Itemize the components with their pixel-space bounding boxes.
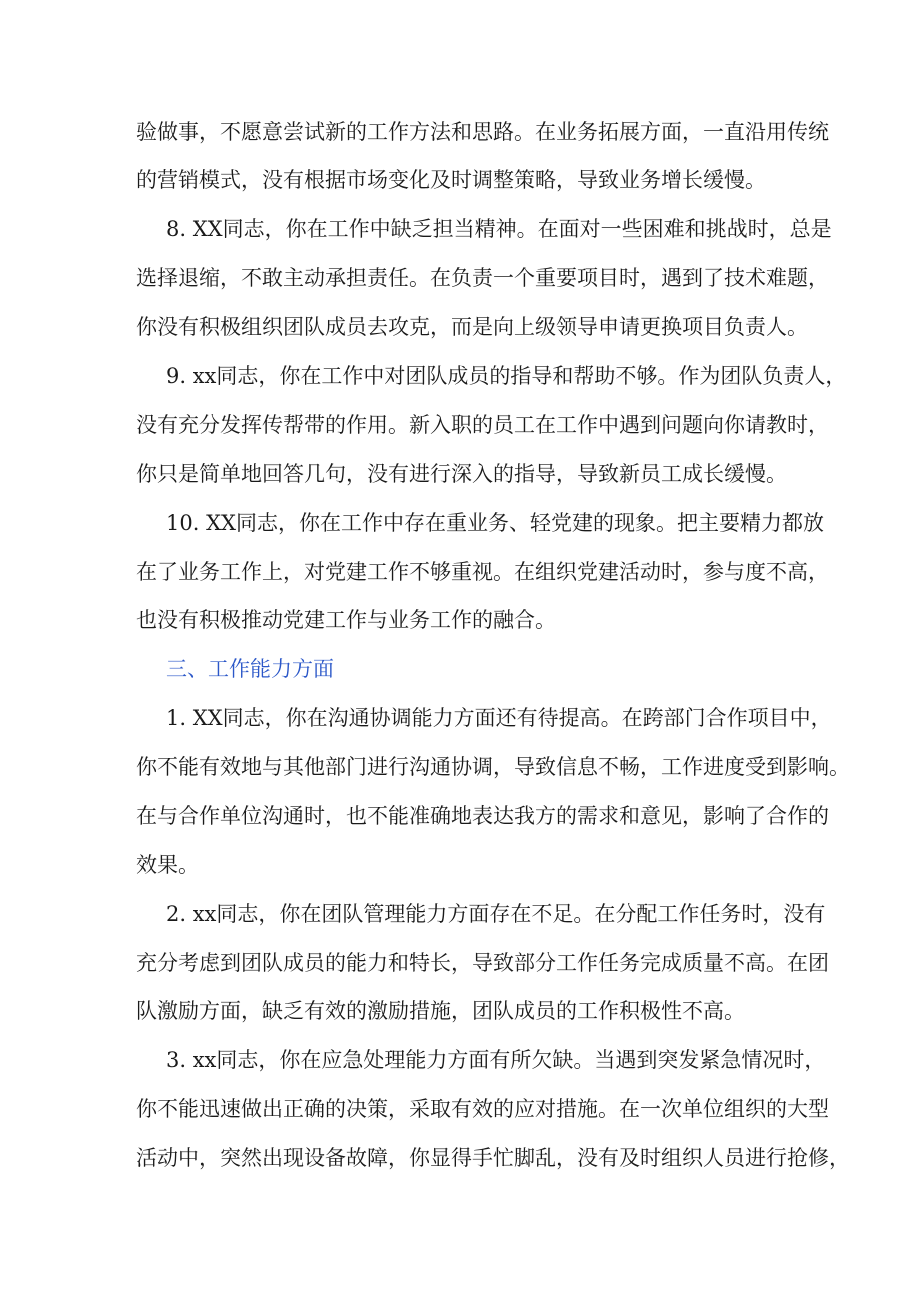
- item-1-line: 1. XX同志，你在沟通协调能力方面还有待提高。在跨部门合作项目中，: [166, 706, 832, 730]
- paragraph-line: 没有充分发挥传帮带的作用。新入职的员工在工作中遇到问题向你请教时，: [136, 413, 829, 437]
- section-heading: 三、工作能力方面: [166, 657, 334, 681]
- item-10-line: 10. XX同志，你在工作中存在重业务、轻党建的现象。把主要精力都放: [166, 511, 824, 535]
- paragraph-line: 你不能迅速做出正确的决策，采取有效的应对措施。在一次单位组织的大型: [136, 1097, 829, 1121]
- paragraph-line: 你只是简单地回答几句，没有进行深入的指导，导致新员工成长缓慢。: [136, 462, 787, 486]
- paragraph-line: 活动中，突然出现设备故障，你显得手忙脚乱，没有及时组织人员进行抢修，: [136, 1146, 850, 1170]
- paragraph-line: 队激励方面，缺乏有效的激励措施，团队成员的工作积极性不高。: [136, 999, 745, 1023]
- paragraph-line: 的营销模式，没有根据市场变化及时调整策略，导致业务增长缓慢。: [136, 168, 766, 192]
- paragraph-line: 你不能有效地与其他部门进行沟通协调，导致信息不畅，工作进度受到影响。: [136, 755, 850, 779]
- paragraph-line: 也没有积极推动党建工作与业务工作的融合。: [136, 608, 556, 632]
- item-3-line: 3. xx同志，你在应急处理能力方面有所欠缺。当遇到突发紧急情况时，: [166, 1048, 826, 1072]
- item-9-line: 9. xx同志，你在工作中对团队成员的指导和帮助不够。作为团队负责人，: [166, 364, 847, 388]
- item-8-line: 8. XX同志，你在工作中缺乏担当精神。在面对一些困难和挑战时，总是: [166, 217, 832, 241]
- paragraph-line: 选择退缩，不敢主动承担责任。在负责一个重要项目时，遇到了技术难题，: [136, 266, 829, 290]
- paragraph-line: 效果。: [136, 853, 199, 877]
- paragraph-line: 充分考虑到团队成员的能力和特长，导致部分工作任务完成质量不高。在团: [136, 951, 829, 975]
- paragraph-line: 在了业务工作上，对党建工作不够重视。在组织党建活动时，参与度不高，: [136, 560, 829, 584]
- paragraph-line: 在与合作单位沟通时，也不能准确地表达我方的需求和意见，影响了合作的: [136, 804, 829, 828]
- paragraph-line: 你没有积极组织团队成员去攻克，而是向上级领导申请更换项目负责人。: [136, 315, 808, 339]
- paragraph-line: 验做事，不愿意尝试新的工作方法和思路。在业务拓展方面，一直沿用传统: [136, 120, 829, 144]
- item-2-line: 2. xx同志，你在团队管理能力方面存在不足。在分配工作任务时，没有: [166, 902, 826, 926]
